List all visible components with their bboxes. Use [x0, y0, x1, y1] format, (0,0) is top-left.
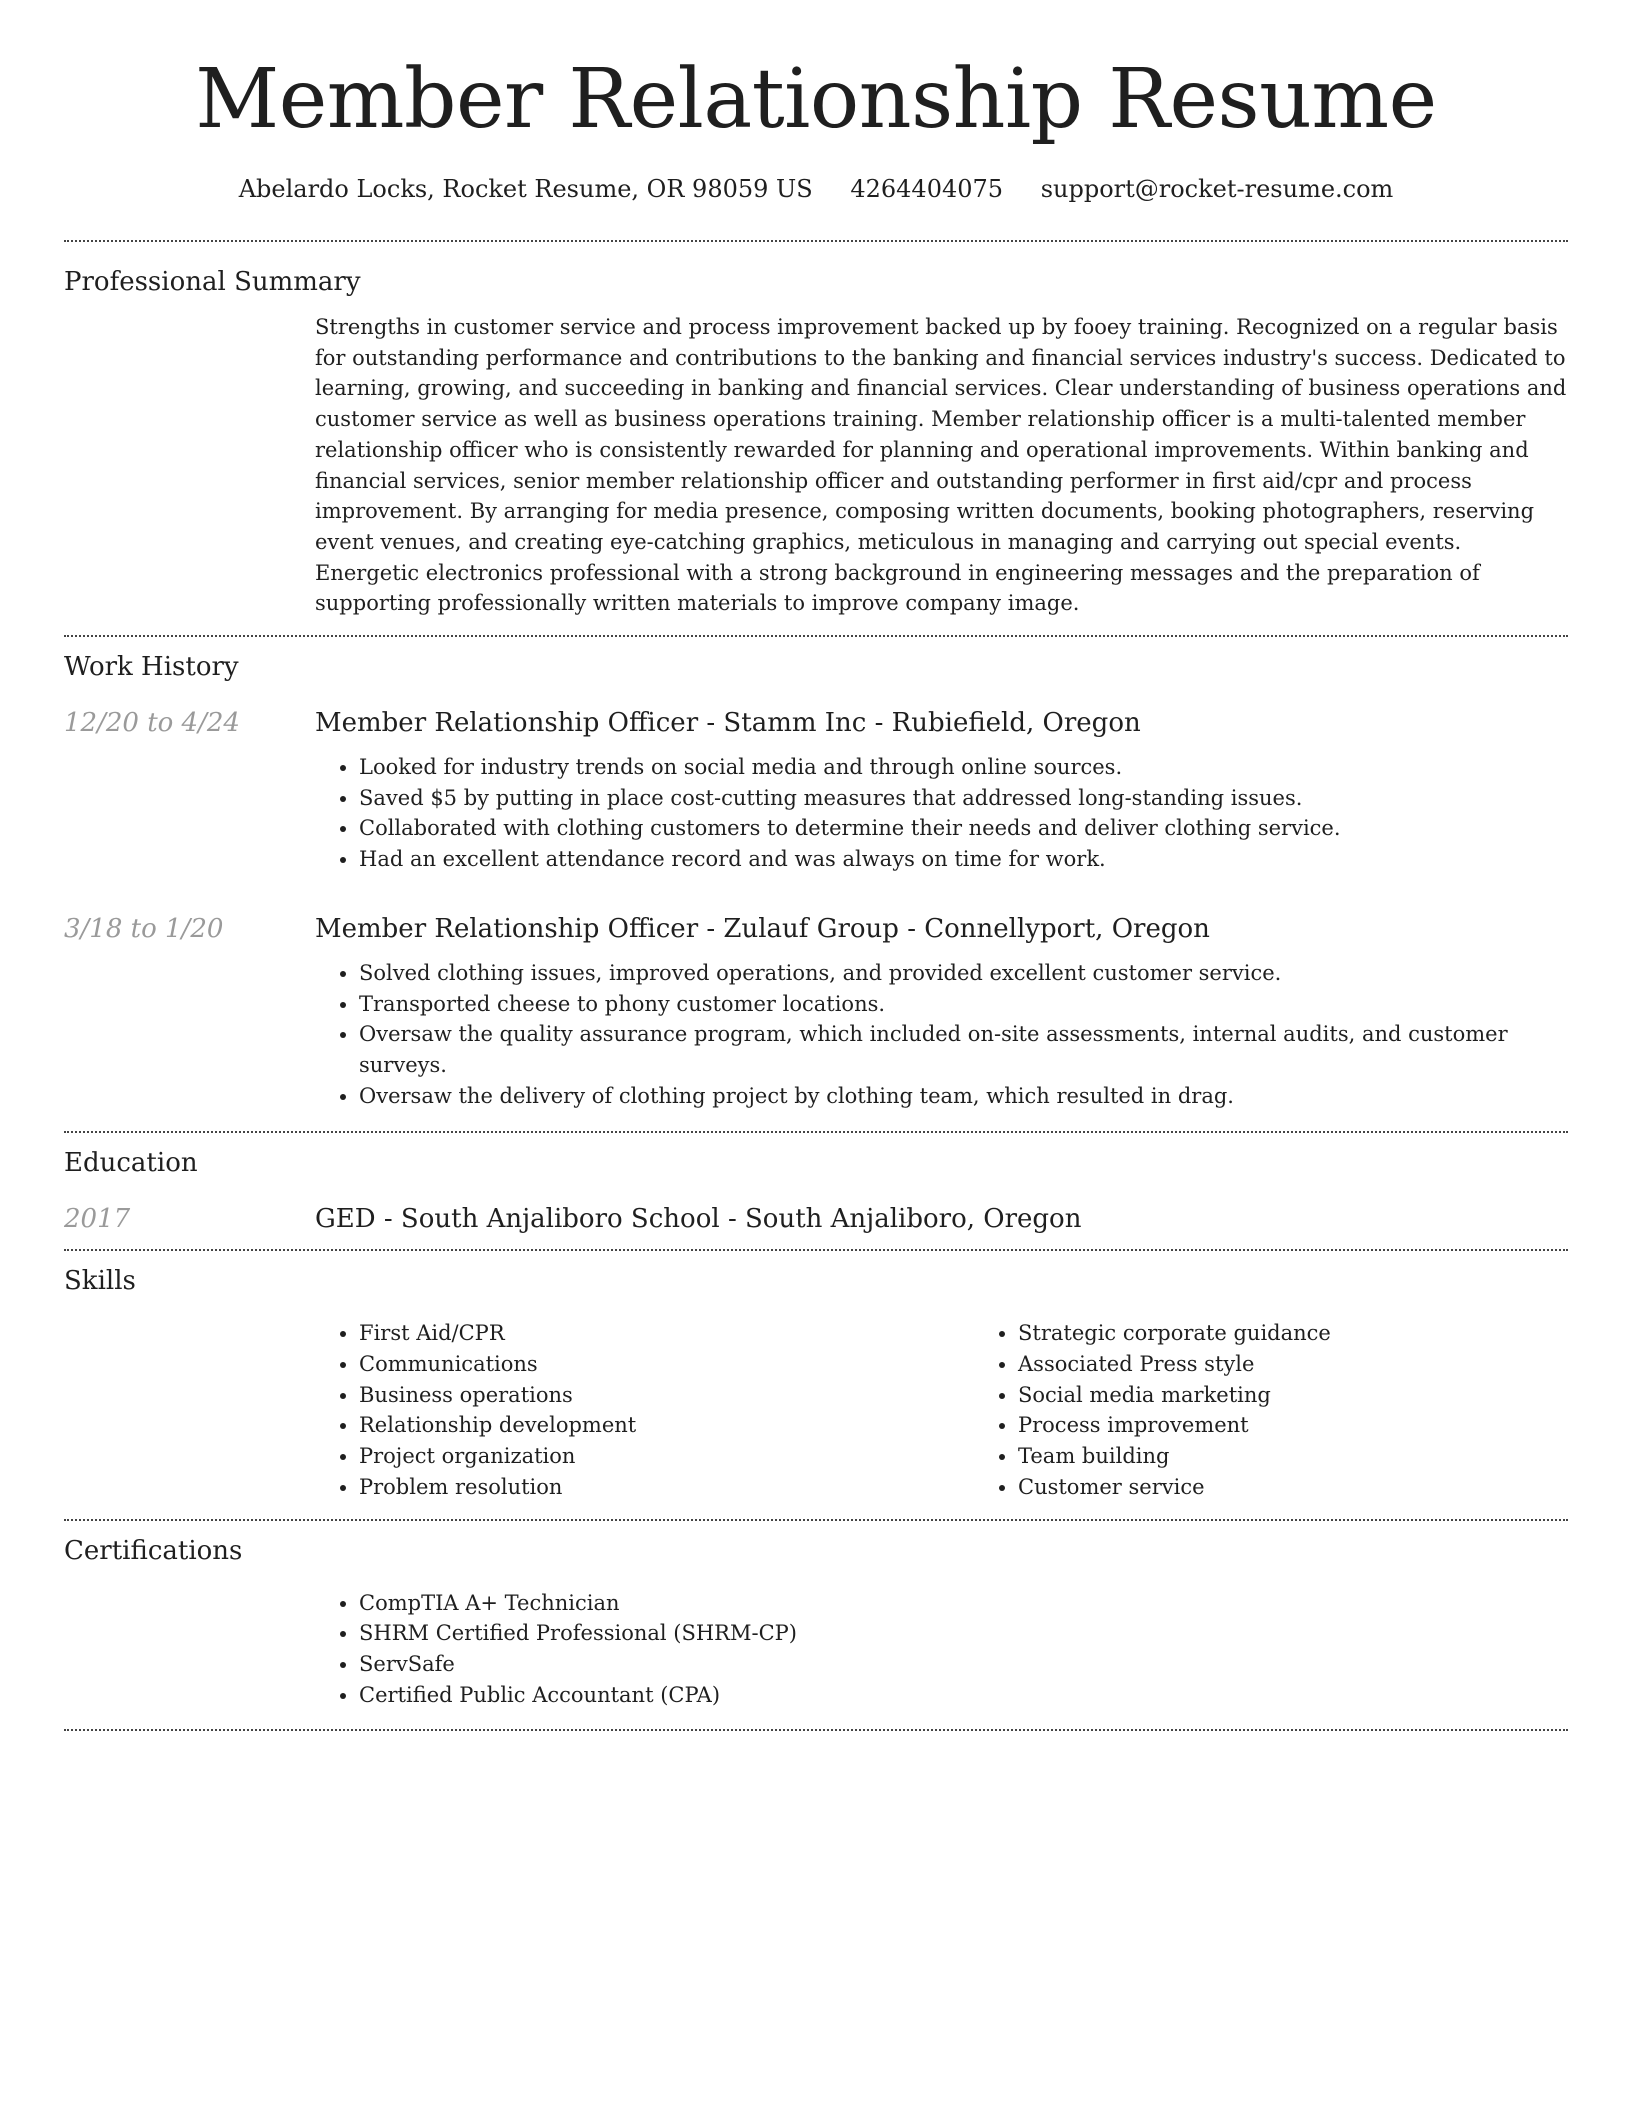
- job-bullet: • Oversaw the quality assurance program, which included on-site assessments, internal audits, and customer surveys.: [359, 1019, 1568, 1080]
- job-bullet: • Oversaw the delivery of clothing project by clothing team, which resulted in drag.: [359, 1081, 1568, 1112]
- certifications-heading: Certifications: [64, 1535, 243, 1566]
- job-title: Member Relationship Officer - Stamm Inc - Rubiefield, Oregon: [315, 708, 1141, 739]
- skill-item: • Strategic corporate guidance: [1018, 1318, 1632, 1349]
- job-bullet: • Solved clothing issues, improved operations, and provided excellent customer service.: [359, 958, 1568, 989]
- job-dates: 3/18 to 1/20: [64, 913, 224, 944]
- job-entry: [64, 705, 1568, 875]
- contact-phone: 4264404075: [850, 175, 1004, 203]
- job-bullet: • Collaborated with clothing customers to determine their needs and deliver clothing service.: [359, 813, 1568, 844]
- job-entry: [64, 911, 1568, 1112]
- certifications-list: [315, 1588, 1568, 1711]
- education-year: 2017: [64, 1204, 131, 1235]
- contact-line: [64, 172, 1568, 206]
- certification-item: • Certified Public Accountant (CPA): [359, 1680, 1568, 1711]
- summary-row: [64, 312, 1568, 635]
- skills-section: [64, 1251, 1568, 1518]
- job-bullet: • Had an excellent attendance record and was always on time for work.: [359, 844, 1568, 875]
- work-history-section: [64, 637, 1568, 1131]
- certification-item: • ServSafe: [359, 1649, 1568, 1680]
- resume-page: [64, 0, 1568, 1731]
- skill-item: • Relationship development: [359, 1410, 974, 1441]
- skills-list-left: [315, 1318, 974, 1502]
- skills-heading: Skills: [64, 1266, 136, 1297]
- skill-item: • First Aid/CPR: [359, 1318, 974, 1349]
- skill-item: • Project organization: [359, 1441, 974, 1472]
- job-bullet: • Looked for industry trends on social media and through online sources.: [359, 752, 1568, 783]
- contact-address: Abelardo Locks, Rocket Resume, OR 98059 US: [238, 175, 813, 203]
- skill-item: • Social media marketing: [1018, 1380, 1632, 1411]
- skill-item: • Customer service: [1018, 1472, 1632, 1503]
- job-bullet: • Transported cheese to phony customer locations.: [359, 989, 1568, 1020]
- certification-item: • SHRM Certified Professional (SHRM-CP): [359, 1618, 1568, 1649]
- education-section: [64, 1133, 1568, 1249]
- skill-item: • Problem resolution: [359, 1472, 974, 1503]
- section-divider: [64, 1729, 1568, 1731]
- job-bullets: [315, 958, 1568, 1112]
- skill-item: • Process improvement: [1018, 1410, 1632, 1441]
- education-heading: Education: [64, 1148, 198, 1179]
- summary-text: Strengths in customer service and process improvement backed up by fooey training. Recognized on a regular basis for outstanding performance and contributions to the banking and financial services industry's success. Dedicated to learning, growing, and succeeding in banking and financial services. Clear understanding of business operations and customer service as well as business operations training. Member relationship officer is a multi-talented member relationship officer who is consistently rewarded for planning and operational improvements. Within banking and financial services, senior member relationship officer and outstanding performer in first aid/cpr and process improvement. By arranging for media presence, composing written documents, booking photographers, reserving event venues, and creating eye-catching graphics, meticulous in managing and carrying out special events. Energetic electronics professional with a strong background in engineering messages and the preparation of supporting professionally written materials to improve company image.: [315, 315, 1567, 616]
- job-bullet: • Saved $5 by putting in place cost-cutting measures that addressed long-standing issues.: [359, 783, 1568, 814]
- resume-title: Member Relationship Resume: [195, 52, 1437, 147]
- job-title: Member Relationship Officer - Zulauf Group - Connellyport, Oregon: [315, 913, 1210, 944]
- education-detail: GED - South Anjaliboro School - South Anjaliboro, Oregon: [315, 1204, 1082, 1235]
- certification-item: • CompTIA A+ Technician: [359, 1588, 1568, 1619]
- skill-item: • Communications: [359, 1349, 974, 1380]
- job-dates: 12/20 to 4/24: [64, 708, 240, 739]
- job-bullets: [315, 752, 1568, 875]
- skill-item: • Team building: [1018, 1441, 1632, 1472]
- skills-list-right: [974, 1318, 1632, 1502]
- summary-heading: Professional Summary: [64, 267, 361, 297]
- education-entry: [64, 1201, 1568, 1249]
- skill-item: • Associated Press style: [1018, 1349, 1632, 1380]
- summary-section: [64, 242, 1568, 635]
- work-history-heading: Work History: [64, 652, 239, 683]
- certifications-section: [64, 1521, 1568, 1730]
- skill-item: • Business operations: [359, 1380, 974, 1411]
- contact-email: support@rocket-resume.com: [1040, 175, 1394, 203]
